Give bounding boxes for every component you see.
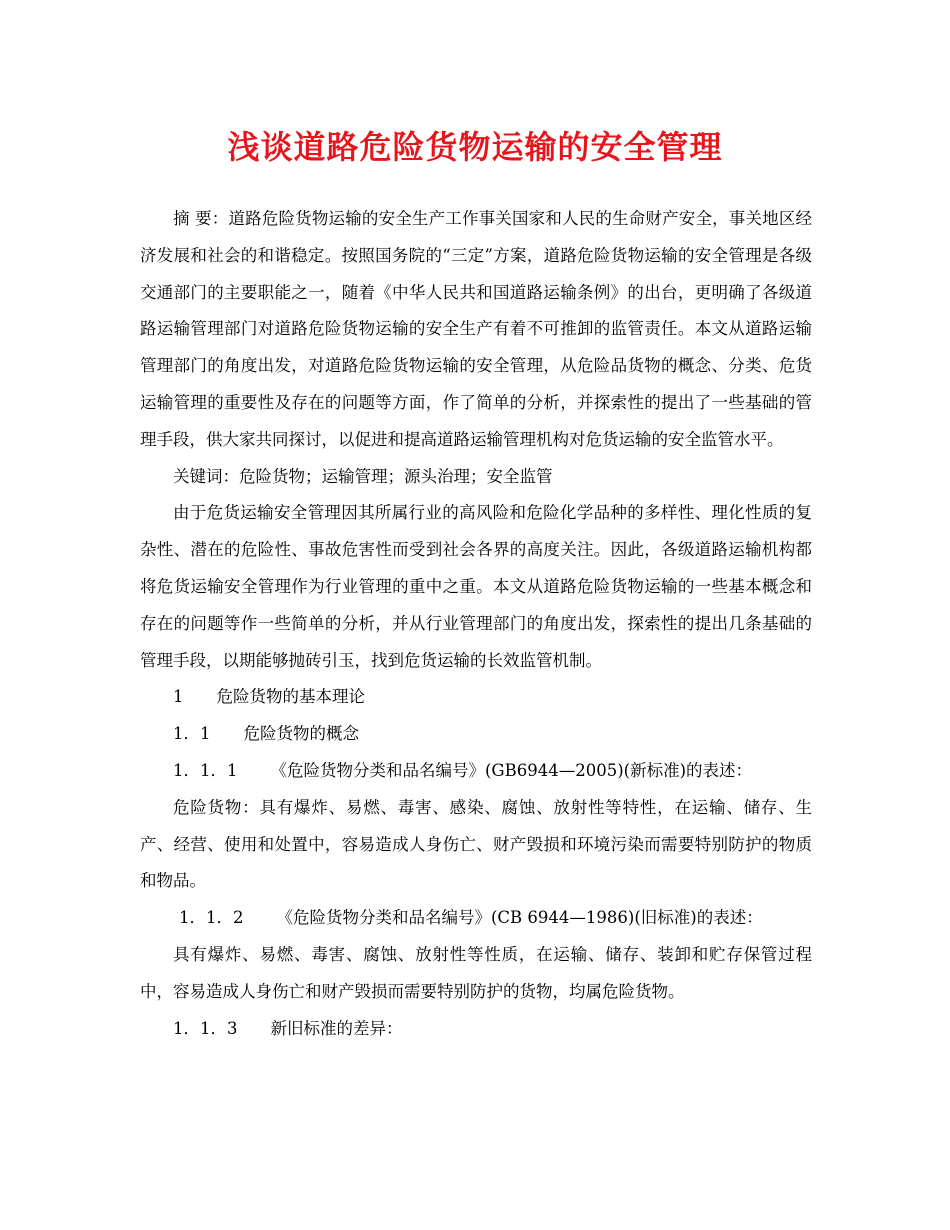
document-title: 浅谈道路危险货物运输的安全管理: [227, 128, 723, 166]
abstract-text: 道路危险货物运输的安全生产工作事关国家和人民的生命财产安全，事关地区经济发展和社会的和谐稳定。按照国务院的“三定”方案，道路危险货物运输的安全管理是各级交通部门的主要职能之一，随着《中华人民共和国道路运输条例》的出台，更明确了各级道路运输管理部门对道路危险货物运输的安全生产有着不可推卸的监管责任。本文从道路运输管理部门的角度出发，对道路危险货物运输的安全管理，从危险品货物的概念、分类、危货运输管理的重要性及存在的问题等方面，作了简单的分析，并探索性的提出了一些基础的管理手段，供大家共同探讨，以促进和提高道路运输管理机构对危货运输的安全监管水平。: [140, 209, 813, 449]
section-1-1-title: 危险货物的概念: [243, 724, 359, 744]
section-1-title: 危险货物的基本理论: [216, 687, 365, 707]
section-1-1-2-title: 《危险货物分类和品名编号》(CB 6944—1986)(旧标准)的表述：: [276, 908, 763, 928]
definition-new-paragraph: 危险货物：具有爆炸、易燃、毒害、感染、腐蚀、放射性等特性，在运输、储存、生产、经营、使用和处置中，容易造成人身伤亡、财产毁损和环境污染而需要特别防护的物质和物品。: [140, 797, 812, 891]
abstract-label: 摘 要：: [173, 209, 229, 228]
section-1-1-2-heading: [140, 900, 812, 937]
section-1-1-1-title: 《危险货物分类和品名编号》(GB6944—2005)(新标准)的表述：: [270, 760, 753, 780]
keywords-paragraph: 关键词：危险货物；运输管理；源头治理；安全监管: [173, 466, 553, 486]
section-1-1-3-heading: [140, 1011, 812, 1048]
abstract-paragraph: [140, 201, 812, 459]
section-1-1-3-number: 1．1．3: [173, 1018, 238, 1038]
definition-old-paragraph: 具有爆炸、易燃、毒害、腐蚀、放射性等性质，在运输、储存、装卸和贮存保管过程中，容易造成人身伤亡和财产毁损而需要特别防护的货物，均属危险货物。: [140, 944, 812, 1001]
section-1-1-3-title: 新旧标准的差异：: [270, 1018, 403, 1038]
section-1-number: 1: [173, 687, 184, 707]
section-1-1-1-heading: [140, 753, 812, 790]
document-body: [140, 201, 812, 1047]
section-1-1-2-number: 1．1．2: [179, 908, 244, 928]
intro-paragraph: 由于危货运输安全管理因其所属行业的高风险和危险化学品种的多样性、理化性质的复杂性、潜在的危险性、事故危害性而受到社会各界的高度关注。因此，各级道路运输机构都将危货运输安全管理作为行业管理的重中之重。本文从道路危险货物运输的一些基本概念和存在的问题等作一些简单的分析，并从行业管理部门的角度出发，探索性的提出几条基础的管理手段，以期能够抛砖引玉，找到危货运输的长效监管机制。: [140, 503, 812, 670]
section-1-1-number: 1．1: [173, 724, 211, 744]
section-1-heading: [140, 679, 812, 716]
section-1-1-1-number: 1．1．1: [173, 760, 238, 780]
section-1-1-heading: [140, 716, 812, 753]
